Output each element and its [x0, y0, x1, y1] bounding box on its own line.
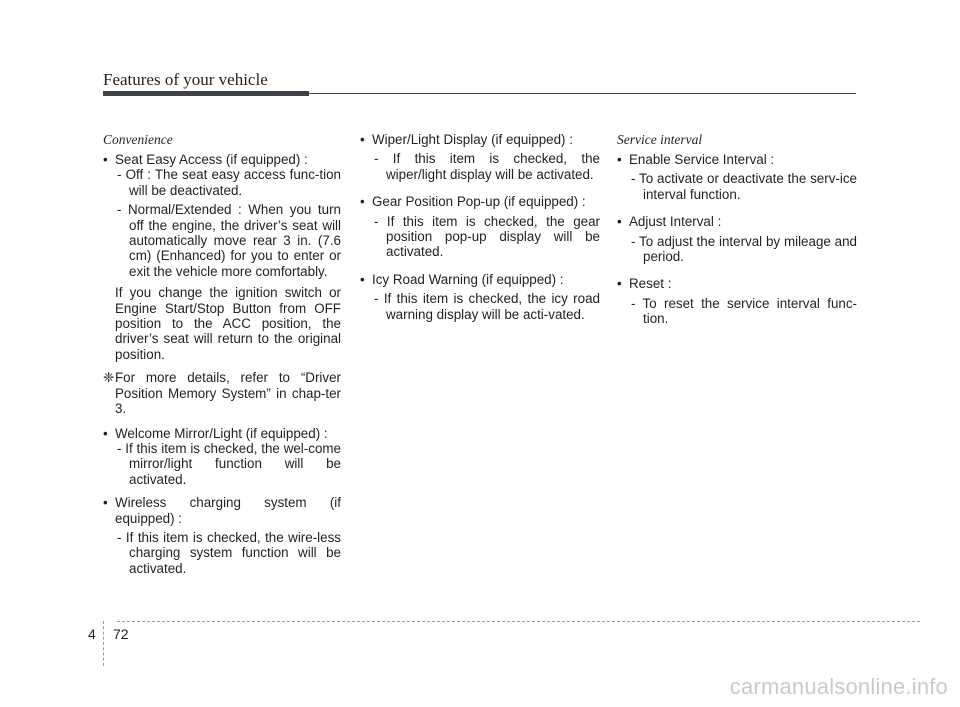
bullet-label: • Icy Road Warning (if equipped) : [360, 272, 600, 287]
bullet-label: • Adjust Interval : [617, 214, 857, 229]
bullet-seat-easy-access [103, 152, 341, 362]
page-number: 72 [113, 626, 129, 642]
bullet-label: • Gear Position Pop-up (if equipped) : [360, 194, 600, 209]
header-rule-thick [103, 91, 309, 96]
sub-item-reset: - To reset the service interval func-tion. [631, 295, 857, 327]
page-header-title: Features of your vehicle [103, 70, 268, 89]
column-2 [360, 132, 600, 330]
section-title-service-interval: Service interval [617, 132, 703, 147]
bullet-label: • Wireless charging system (if equipped) : [103, 495, 341, 526]
bullet-adjust-interval [617, 214, 857, 264]
header-rule-thin [309, 93, 856, 94]
reference-mark-icon: ❈ [103, 370, 115, 386]
bullet-icy-road-warning [360, 272, 600, 322]
bullet-wiper-light-display [360, 132, 600, 182]
bullet-label: • Seat Easy Access (if equipped) : [103, 152, 341, 167]
sub-item-off: - Off : The seat easy access func-tion will be deactivated. [117, 167, 341, 198]
bullet-gear-position-popup [360, 194, 600, 260]
section-title-convenience: Convenience [103, 132, 173, 147]
footer-vertical-rule [103, 621, 104, 666]
reference-text: For more details, refer to “Driver Position Memory System” in chap-ter 3. [115, 370, 341, 417]
sub-item-normal-extended: - Normal/Extended : When you turn off the engine, the driver’s seat will automatically move rear 3 in. (7.6 cm) (Enhanced) for you to enter or exit the vehicle more comfortably. [117, 202, 341, 279]
bullet-label: • Enable Service Interval : [617, 152, 857, 167]
bullet-label: • Reset : [617, 276, 857, 291]
bullet-reset [617, 276, 857, 326]
sub-item-wiper: - If this item is checked, the wiper/light display will be activated. [374, 151, 600, 182]
bullet-welcome-mirror [103, 426, 341, 488]
reference-note [103, 370, 341, 416]
sub-item-icy: - If this item is checked, the icy road warning display will be acti-vated. [374, 291, 600, 322]
footer-rule [117, 621, 920, 622]
bullet-label: • Welcome Mirror/Light (if equipped) : [103, 426, 341, 441]
bullet-wireless-charging [103, 495, 341, 576]
paragraph-seat-return: If you change the ignition switch or Engine Start/Stop Button from OFF position to the ACC position, the driver’s seat will return to the original position. [115, 285, 341, 362]
column-1 [103, 132, 341, 584]
column-3 [617, 132, 857, 335]
sub-item-gear: - If this item is checked, the gear position pop-up display will be activated. [374, 213, 600, 260]
sub-item-adjust: - To adjust the interval by mileage and period. [631, 233, 857, 265]
chapter-number: 4 [88, 626, 96, 642]
bullet-label: • Wiper/Light Display (if equipped) : [360, 132, 600, 147]
watermark-text: carmanualsonline.info [729, 674, 948, 699]
sub-item-wireless: - If this item is checked, the wire-less charging system function will be activated. [117, 529, 341, 576]
bullet-enable-service-interval [617, 152, 857, 202]
sub-item-enable: - To activate or deactivate the serv-ice interval function. [631, 171, 857, 202]
sub-item-welcome: - If this item is checked, the wel-come mirror/light function will be activated. [117, 440, 341, 487]
